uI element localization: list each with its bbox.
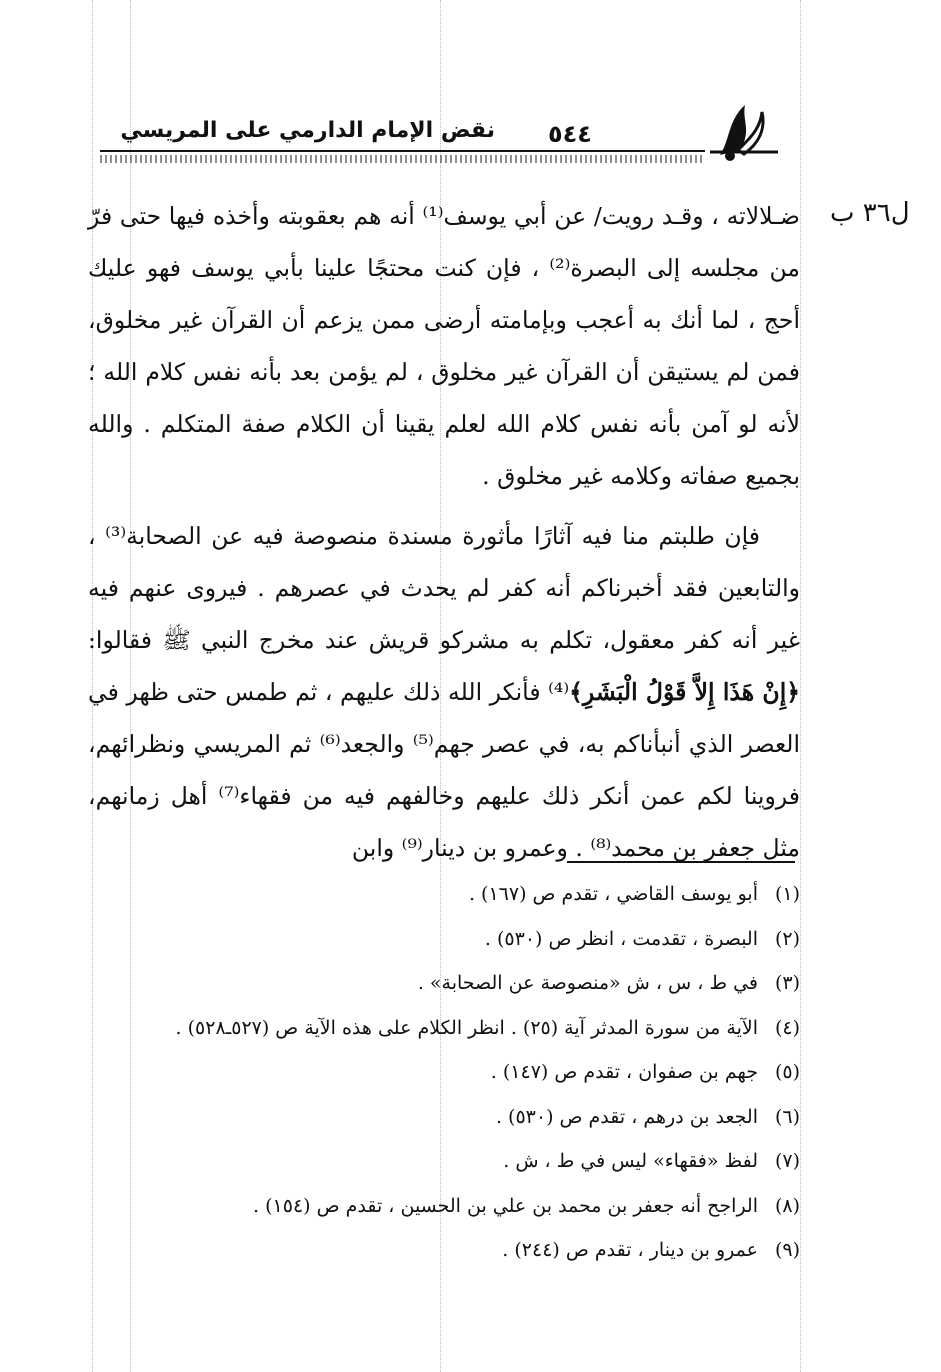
running-title: نقض الإمام الدارمي على المريسي xyxy=(120,118,495,143)
margin-guide xyxy=(800,0,801,1372)
footnote xyxy=(100,1006,800,1051)
footnote-text: الجعد بن درهم ، تقدم ص (٥٣٠) . xyxy=(495,1105,758,1128)
footnote-number: (٩) xyxy=(774,1239,800,1261)
footnote-text: عمرو بن دينار ، تقدم ص (٢٤٤) . xyxy=(502,1239,758,1261)
footnote-number: (٨) xyxy=(774,1194,800,1217)
quran-verse: ﴿إِنْ هَذَا إِلاَّ قَوْلُ الْبَشَرِ﴾ xyxy=(569,678,800,706)
footnote xyxy=(100,1184,800,1229)
footnote-number: (٣) xyxy=(774,972,800,994)
footnotes xyxy=(100,872,800,1273)
footnote-number: (٦) xyxy=(774,1105,800,1128)
footnote xyxy=(100,1228,800,1273)
paragraph: ضـلالاته ، وقـد رويت/ عن أبي يوسف⁽¹⁾ أنه هم بعقوبته وأخذه فيها حتى فرّ من مجلسه إلى البصرة⁽²⁾ ، فإن كنت محتجًا علينا بأبي يوسف فهو عليك أحج ، لما أنك به أعجب وبإمامته أرضى ممن يزعم أن القرآن غير مخلوق، فمن لم يستيقن أن القرآن غير مخلوق ، لم يؤمن بعد بأنه نفس كلام الله ؛ لأنه لو آمن بأنه نفس كلام الله لعلم يقينا أن الكلام صفة المتكلم . والله بجميع صفاته وكلامه غير مخلوق . xyxy=(88,202,800,490)
footnote-text: البصرة ، تقدمت ، انظر ص (٥٣٠) . xyxy=(484,927,758,950)
footnote-text: أبو يوسف القاضي ، تقدم ص (١٦٧) . xyxy=(468,883,758,905)
footnote-text: جهم بن صفوان ، تقدم ص (١٤٧) . xyxy=(490,1061,758,1083)
footnote-number: (٥) xyxy=(774,1061,800,1083)
footnote xyxy=(100,1139,800,1184)
page-header xyxy=(100,100,800,168)
footnote xyxy=(100,1095,800,1140)
header-rule xyxy=(100,150,705,152)
page-number: ٥٤٤ xyxy=(548,120,592,148)
quill-ornament-icon xyxy=(700,100,780,162)
footnote-text: في ط ، س ، ش «منصوصة عن الصحابة» . xyxy=(417,972,758,994)
header-ornament-band xyxy=(100,155,705,163)
paragraph-text: ⁽⁴⁾ فأنكر الله ذلك عليهم ، ثم طمس حتى ظهر في العصر الذي أنبأناكم به، في عصر جهم⁽⁵⁾ والجعد⁽⁶⁾ ثم المريسي ونظرائهم، فروينا لكم عمن أنكر ذلك عليهم وخالفهم فيه من فقهاء⁽⁷⁾ أهل زمانهم، مثل جعفر بن محمد⁽⁸⁾ . وعمرو بن دينار⁽⁹⁾ وابن xyxy=(88,678,801,862)
footnote-number: (١) xyxy=(774,883,800,905)
main-text xyxy=(88,190,800,874)
footnote xyxy=(100,872,800,917)
paragraph xyxy=(88,510,800,874)
footnote xyxy=(100,1050,800,1095)
manuscript-folio-reference: ل٣٦ ب xyxy=(830,198,910,228)
footnote-text: الآية من سورة المدثر آية (٢٥) . انظر الكلام على هذه الآية ص (٥٢٧ـ٥٢٨) . xyxy=(175,1016,758,1039)
footnote xyxy=(100,961,800,1006)
paragraph-text: فإن طلبتم منا فيه آثارًا مأثورة مسندة منصوصة فيه عن الصحابة⁽³⁾ ، والتابعين فقد أخبرناكم أنه كفر لم يحدث في عصرهم . فيروى عنهم فيه غير أنه كفر معقول، تكلم به مشركو قريش عند مخرج النبي ﷺ فقالوا: xyxy=(88,522,800,654)
footnote-number: (٤) xyxy=(774,1016,800,1039)
footnote xyxy=(100,917,800,962)
footnote-text: لفظ «فقهاء» ليس في ط ، ش . xyxy=(503,1150,758,1172)
footnote-separator xyxy=(567,861,795,863)
footnote-number: (٢) xyxy=(774,927,800,950)
footnote-number: (٧) xyxy=(774,1150,800,1172)
footnote-text: الراجح أنه جعفر بن محمد بن علي بن الحسين ، تقدم ص (١٥٤) . xyxy=(253,1194,758,1217)
